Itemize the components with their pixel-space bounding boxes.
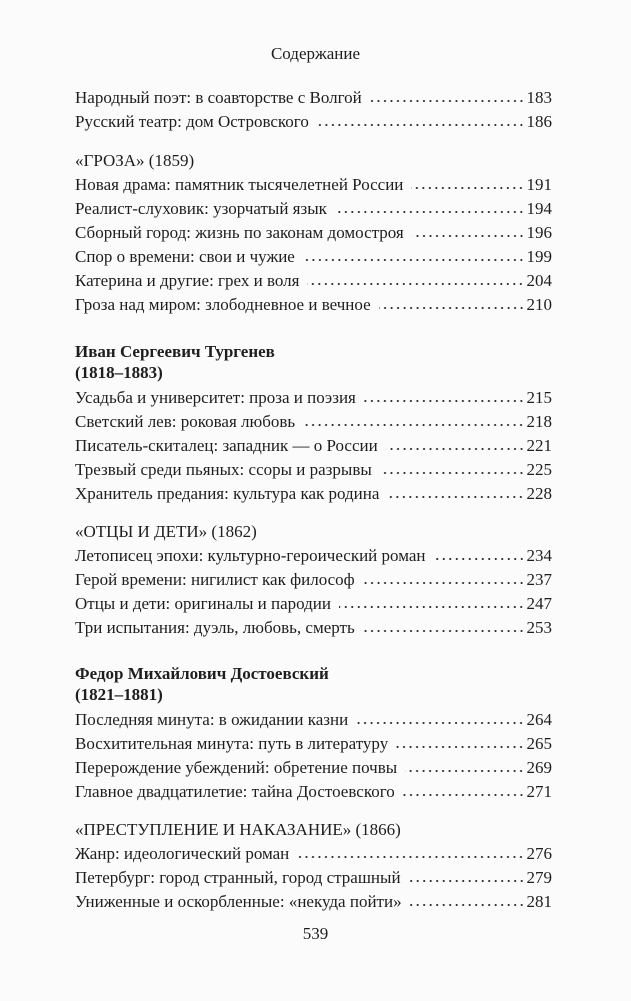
entry-title: Гроза над миром: злободневное и вечное (75, 295, 371, 314)
toc-entry (75, 569, 552, 591)
dot-leader (363, 581, 525, 585)
entry-page: 210 (526, 295, 552, 314)
author-years: (1821–1881) (75, 685, 163, 704)
toc-entry (75, 891, 552, 913)
toc-entry (75, 246, 552, 268)
toc-entry (75, 617, 552, 639)
entry-title: Петербург: город странный, город страшный (75, 868, 401, 887)
entry-page: 191 (526, 175, 552, 194)
entry-title: Спор о времени: свои и чужие (75, 247, 295, 266)
dot-leader (303, 258, 525, 262)
entry-title: Герой времени: нигилист как философ (75, 570, 355, 589)
toc-entry (75, 222, 552, 244)
entry-title: Главное двадцатилетие: тайна Достоевского (75, 782, 395, 801)
dot-leader (335, 210, 525, 214)
entry-title: Хранитель предания: культура как родина (75, 484, 380, 503)
toc-entry (75, 111, 552, 133)
entry-title: Светский лев: роковая любовь (75, 412, 296, 431)
entry-page: 228 (526, 484, 552, 503)
entry-title: Катерина и другие: грех и воля (75, 271, 300, 290)
entry-title: Реалист-слуховик: узорчатый язык (75, 199, 327, 218)
dot-leader (434, 557, 525, 561)
entry-page: 281 (526, 892, 552, 911)
entry-title: Русский театр: дом Островского (75, 112, 309, 131)
running-header: Содержание (270, 44, 361, 63)
section-heading: «ПРЕСТУПЛЕНИЕ И НАКАЗАНИЕ» (1866) (75, 820, 401, 839)
author-name: Федор Михайлович Достоевский (75, 664, 329, 683)
toc-entry (75, 781, 552, 803)
toc-entry (75, 459, 552, 481)
dot-leader (386, 447, 525, 451)
section-heading: «ГРОЗА» (1859) (75, 151, 195, 170)
toc-entry (75, 709, 552, 731)
entry-page: 221 (526, 436, 552, 455)
dot-leader (403, 793, 525, 797)
toc-entry (75, 270, 552, 292)
entry-title: Трезвый среди пьяных: ссоры и разрывы (75, 460, 372, 479)
entry-title: Жанр: идеологический роман (75, 844, 290, 863)
entry-page: 279 (526, 868, 552, 887)
toc-entry (75, 545, 552, 567)
entry-page: 186 (526, 112, 552, 131)
toc-entry (75, 411, 552, 433)
dot-leader (387, 495, 524, 499)
entry-page: 253 (526, 618, 552, 637)
dot-leader (379, 306, 525, 310)
entry-page: 225 (526, 460, 552, 479)
entry-page: 183 (526, 88, 552, 107)
dot-leader (370, 99, 525, 103)
toc-entry (75, 757, 552, 779)
entry-title: Отцы и дети: оригиналы и пародии (75, 594, 331, 613)
entry-title: Восхитительная минута: путь в литературу (75, 734, 389, 753)
entry-title: Новая драма: памятник тысячелетней России (75, 175, 404, 194)
dot-leader (317, 123, 525, 127)
entry-title: Перерождение убеждений: обретение почвы (75, 758, 398, 777)
dot-leader (411, 186, 524, 190)
toc-entry (75, 174, 552, 196)
toc-entry (75, 87, 552, 109)
toc-entry (75, 387, 552, 409)
author-name: Иван Сергеевич Тургенев (75, 342, 275, 361)
entry-page: 234 (526, 546, 552, 565)
dot-leader (410, 903, 525, 907)
entry-page: 276 (526, 844, 552, 863)
entry-title: Летописец эпохи: культурно-героический роман (75, 546, 426, 565)
toc-entry (75, 435, 552, 457)
dot-leader (405, 769, 524, 773)
entry-page: 247 (526, 594, 552, 613)
dot-leader (412, 234, 525, 238)
page-number: 539 (302, 924, 329, 943)
entry-title: Усадьба и университет: проза и поэзия (75, 388, 356, 407)
toc-entry (75, 733, 552, 755)
entry-title: Народный поэт: в соавторстве с Волгой (75, 88, 362, 107)
dot-leader (380, 471, 525, 475)
entry-page: 271 (526, 782, 552, 801)
dot-leader (307, 282, 524, 286)
entry-title: Писатель-скиталец: западник — о России (75, 436, 378, 455)
dot-leader (356, 721, 524, 725)
entry-page: 265 (526, 734, 552, 753)
toc-entry (75, 483, 552, 505)
section-heading: «ОТЦЫ И ДЕТИ» (1862) (75, 522, 257, 541)
toc-entry (75, 843, 552, 865)
entry-page: 218 (526, 412, 552, 431)
author-years: (1818–1883) (75, 363, 163, 382)
entry-page: 237 (526, 570, 552, 589)
dot-leader (339, 605, 525, 609)
entry-page: 196 (526, 223, 552, 242)
toc-entry (75, 867, 552, 889)
dot-leader (297, 855, 524, 859)
dot-leader (363, 629, 525, 633)
entry-page: 269 (526, 758, 552, 777)
entry-page: 204 (526, 271, 552, 290)
entry-title: Униженные и оскорбленные: «некуда пойти» (75, 892, 402, 911)
entry-page: 215 (526, 388, 552, 407)
toc-entry (75, 593, 552, 615)
entry-title: Три испытания: дуэль, любовь, смерть (75, 618, 355, 637)
toc-entry (75, 198, 552, 220)
dot-leader (396, 745, 524, 749)
entry-title: Сборный город: жизнь по законам домостроя (75, 223, 404, 242)
entry-page: 264 (526, 710, 552, 729)
dot-leader (364, 399, 525, 403)
dot-leader (303, 423, 524, 427)
toc-entry (75, 294, 552, 316)
entry-title: Последняя минута: в ожидании казни (75, 710, 349, 729)
entry-page: 199 (526, 247, 552, 266)
entry-page: 194 (526, 199, 552, 218)
dot-leader (409, 879, 525, 883)
